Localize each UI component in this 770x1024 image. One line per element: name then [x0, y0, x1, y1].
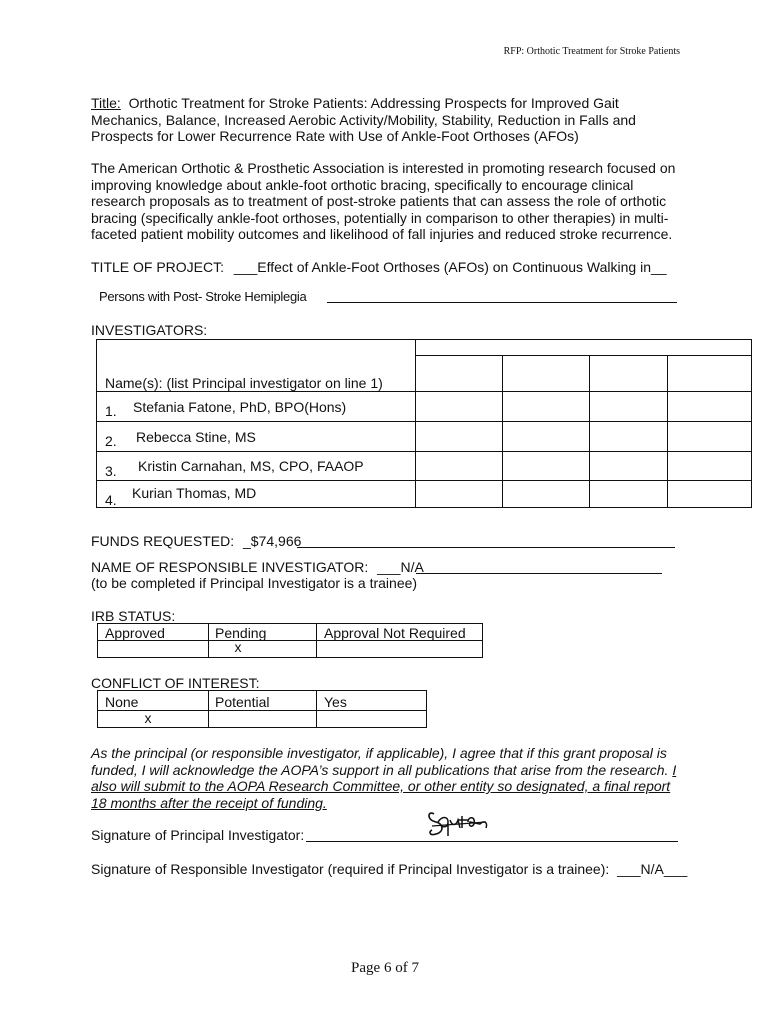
- handwritten-signature: [424, 806, 496, 840]
- title-line-1: Orthotic Treatment for Stroke Patients: Addressing Prospects for Improved Gait: [128, 95, 619, 111]
- table-divider: [97, 421, 751, 422]
- table-divider: [502, 355, 503, 507]
- funds-value: _$74,966: [243, 533, 302, 549]
- intro-line: bracing (specifically ankle-foot orthoses, potentially in comparison to other therapies) in multi-: [91, 209, 669, 226]
- irb-not-required-header: Approval Not Required: [324, 625, 466, 641]
- running-header: RFP: Orthotic Treatment for Stroke Patients: [503, 46, 680, 57]
- conflict-label: CONFLICT OF INTEREST:: [91, 675, 260, 691]
- investigator-number: 3.: [105, 463, 117, 479]
- funds-row: [91, 533, 301, 549]
- responsible-note: (to be completed if Principal Investigator is a trainee): [91, 575, 418, 591]
- responsible-signature-row: [91, 861, 687, 877]
- table-divider: [667, 355, 668, 507]
- title-block: [91, 95, 691, 145]
- investigators-table: [96, 339, 752, 508]
- table-divider: [316, 691, 317, 727]
- funds-label: FUNDS REQUESTED:: [91, 533, 235, 549]
- investigator-number: 1.: [105, 403, 117, 419]
- title-line-2: Mechanics, Balance, Increased Aerobic Activity/Mobility, Stability, Reduction in Falls and: [91, 111, 636, 128]
- irb-label: IRB STATUS:: [91, 608, 176, 624]
- investigator-number: 2.: [105, 433, 117, 449]
- intro-line: faceted patient mobility outcomes and likelihood of fall injuries and reduced stroke recurrence.: [91, 226, 673, 242]
- table-divider: [208, 691, 209, 727]
- investigator-name: Rebecca Stine, MS: [136, 429, 256, 445]
- table-divider: [415, 340, 416, 507]
- investigator-name: Kurian Thomas, MD: [132, 485, 257, 501]
- project-title-underline: [327, 302, 677, 303]
- investigators-label: INVESTIGATORS:: [91, 322, 208, 338]
- responsible-signature-value: ___N/A___: [617, 861, 688, 877]
- investigator-name: Kristin Carnahan, MS, CPO, FAAOP: [138, 458, 364, 474]
- title-label: Title:: [91, 95, 121, 111]
- table-divider: [589, 355, 590, 507]
- page-number: Page 6 of 7: [351, 960, 419, 976]
- conflict-yes-header: Yes: [324, 694, 347, 710]
- table-divider: [97, 480, 751, 481]
- funds-underline: [297, 547, 675, 548]
- principal-signature-line: [306, 841, 678, 842]
- conflict-potential-header: Potential: [215, 694, 270, 710]
- intro-paragraph: [91, 160, 691, 243]
- irb-approved-header: Approved: [105, 625, 165, 641]
- responsible-value: ___N/A: [377, 559, 424, 575]
- investigator-name: Stefania Fatone, PhD, BPO(Hons): [133, 399, 347, 415]
- investigator-number: 4.: [105, 492, 117, 508]
- table-divider: [415, 355, 751, 356]
- investigators-column-header: Name(s): (list Principal investigator on line 1): [105, 375, 383, 391]
- responsible-signature-label: Signature of Responsible Investigator (required if Principal Investigator is a trainee):: [91, 861, 610, 877]
- project-title-row: [91, 259, 667, 275]
- irb-pending-header: Pending: [215, 625, 267, 641]
- intro-line: improving knowledge about ankle-foot orthotic bracing, specifically to encourage clinical: [91, 176, 634, 193]
- agreement-underlined: I: [672, 761, 677, 778]
- intro-line: The American Orthotic & Prosthetic Association is interested in promoting research focused on: [91, 160, 676, 176]
- intro-line: research proposals as to treatment of post-stroke patients that can assess the role of orthotic: [91, 193, 667, 209]
- conflict-none-mark: x: [144, 710, 152, 726]
- conflict-none-header: None: [105, 694, 139, 710]
- conflict-table: [97, 690, 427, 728]
- title-line-3: Prospects for Lower Recurrence Rate with Use of Ankle-Foot Orthoses (AFOs): [91, 128, 579, 144]
- project-title-line-1: ___Effect of Ankle-Foot Orthoses (AFOs) on Continuous Walking in__: [233, 259, 667, 275]
- table-divider: [97, 451, 751, 452]
- responsible-label: NAME OF RESPONSIBLE INVESTIGATOR:: [91, 559, 369, 575]
- responsible-underline: [416, 573, 662, 574]
- responsible-row: [91, 559, 424, 575]
- project-title-line-2: Persons with Post- Stroke Hemiplegia: [99, 289, 307, 304]
- agreement-paragraph: [91, 745, 681, 811]
- irb-table: [97, 623, 483, 658]
- principal-signature-label: Signature of Principal Investigator:: [91, 827, 305, 843]
- agreement-underlined: 18 months after the receipt of funding.: [91, 794, 327, 811]
- irb-pending-mark: x: [234, 639, 242, 655]
- project-title-label: TITLE OF PROJECT:: [91, 259, 225, 275]
- agreement-text: As the principal (or responsible investigator, if applicable), I agree that if this grant proposal is funded, I will acknowledge the AOPA’s support in all publications that arise from the research.: [91, 745, 669, 778]
- table-divider: [97, 391, 751, 392]
- agreement-underlined: also will submit to the AOPA Research Committee, or other entity so designated, a final report: [91, 778, 671, 794]
